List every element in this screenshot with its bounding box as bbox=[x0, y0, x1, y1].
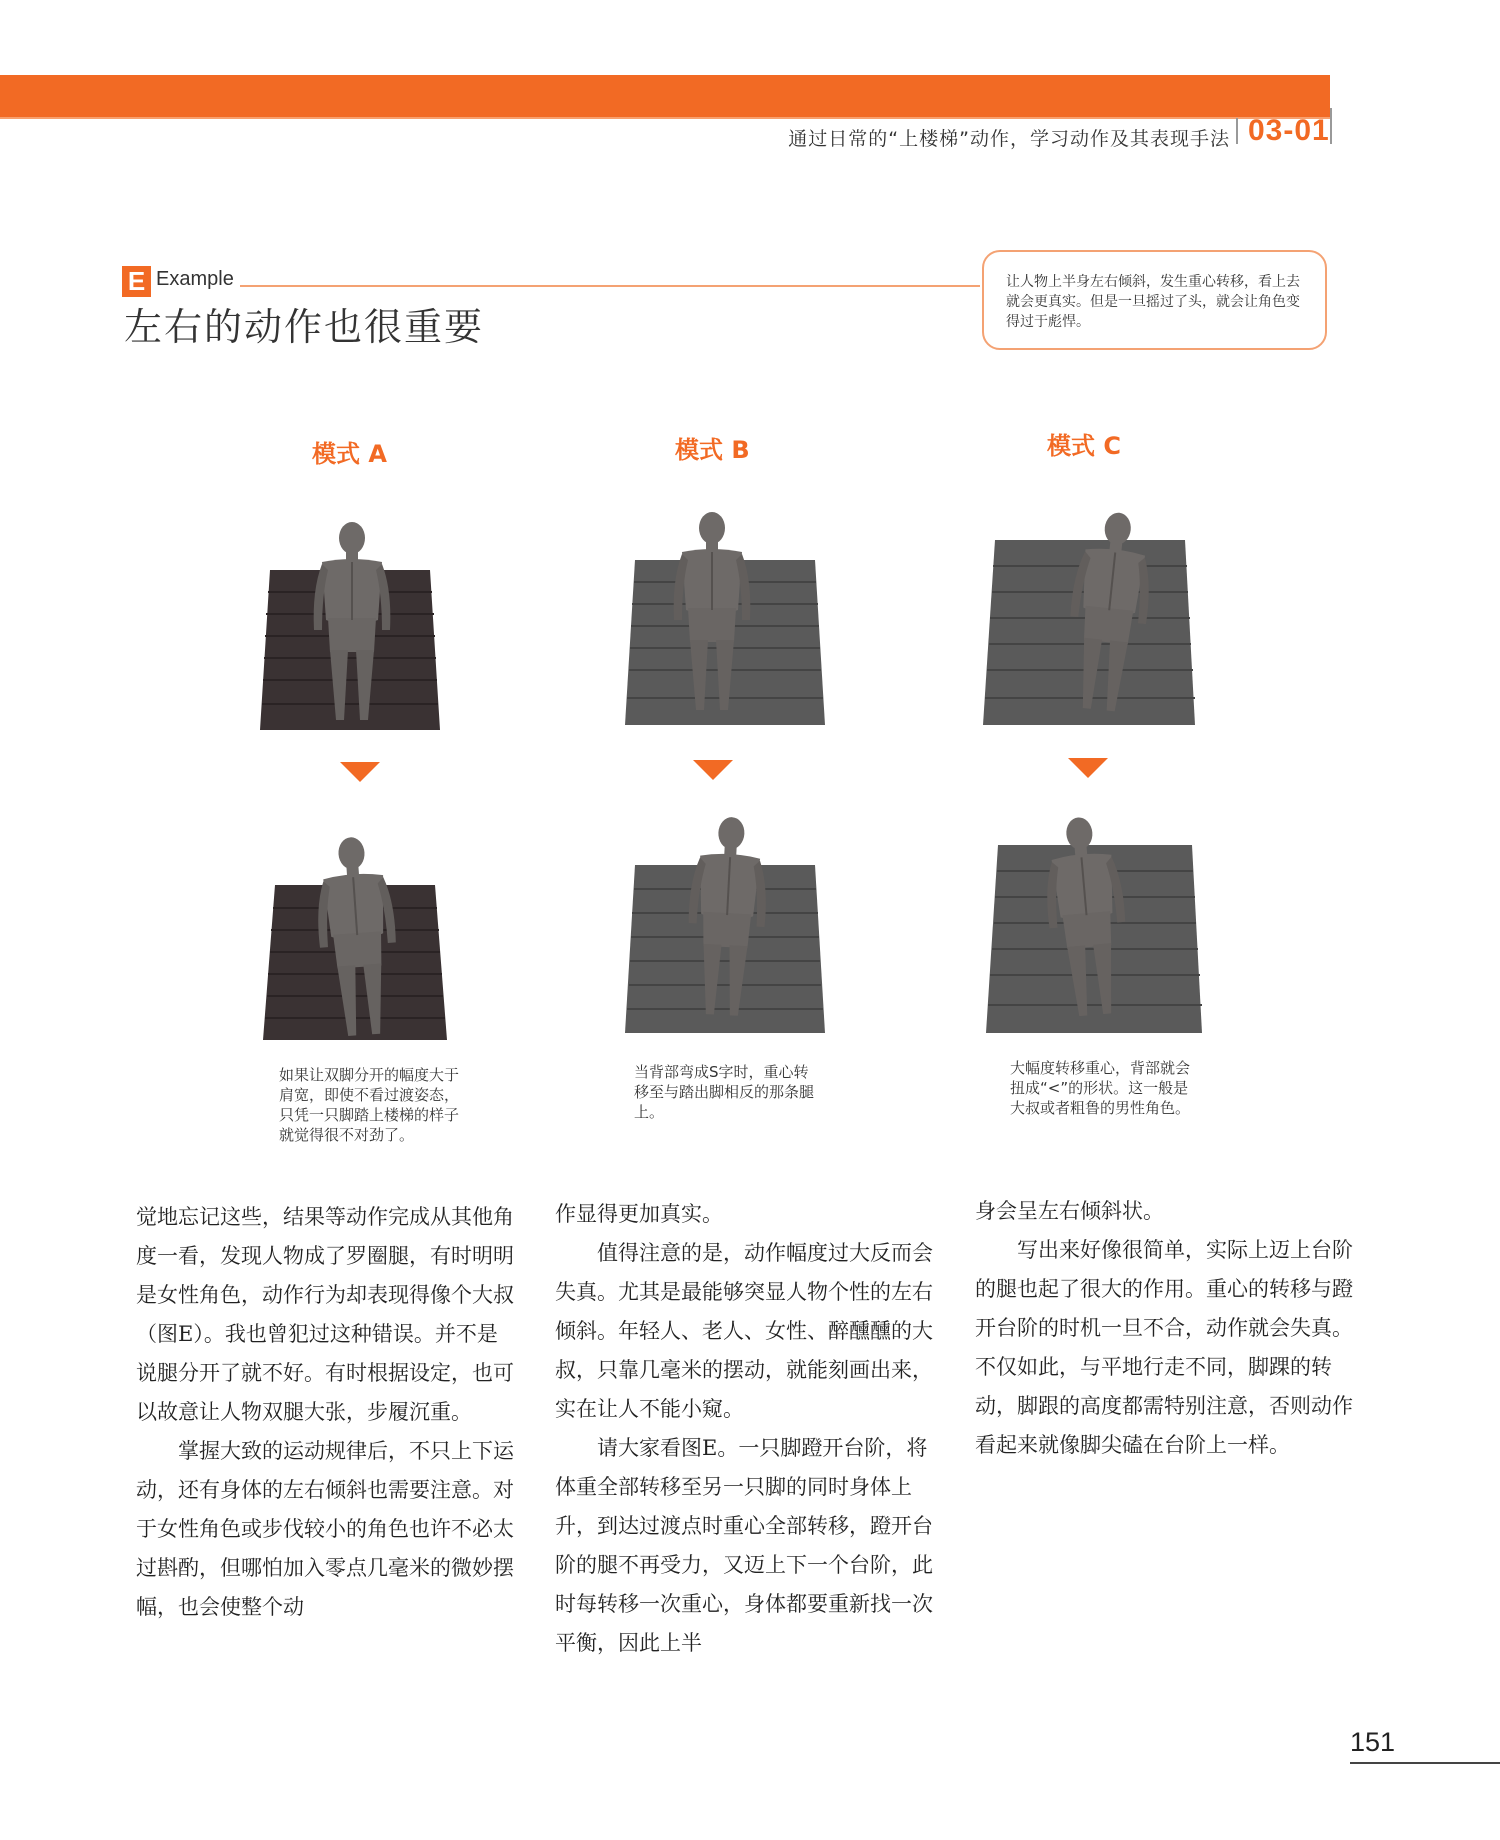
section-title: 左右的动作也很重要 bbox=[124, 305, 485, 349]
page-number-rule bbox=[1350, 1762, 1500, 1764]
mode-b-label: 模式 B bbox=[675, 436, 750, 464]
mode-c-top-image bbox=[955, 510, 1225, 740]
mode-c-caption: 大幅度转移重心，背部就会扭成“<”的形状。这一般是大叔或者粗鲁的男性角色。 bbox=[1010, 1059, 1191, 1117]
note-box: 让人物上半身左右倾斜，发生重心转移，看上去就会更真实。但是一旦摇过了头，就会让角色变得过于彪悍。 bbox=[982, 250, 1327, 350]
down-triangle-icon bbox=[340, 762, 380, 782]
mode-a-top-image bbox=[230, 500, 480, 740]
mode-c-bottom-image bbox=[960, 805, 1230, 1040]
header-orange-bar bbox=[0, 75, 1330, 117]
chapter-title: 通过日常的“上楼梯”动作，学习动作及其表现手法 bbox=[788, 128, 1230, 150]
paragraph: 作显得更加真实。 bbox=[555, 1202, 723, 1226]
paragraph: 身会呈左右倾斜状。 bbox=[975, 1199, 1164, 1223]
body-column-1 bbox=[136, 1198, 516, 1627]
paragraph: 写出来好像很简单，实际上迈上台阶的腿也起了很大的作用。重心的转移与蹬开台阶的时机一旦不合，动作就会失真。不仅如此，与平地行走不同，脚踝的转动，脚跟的高度都需特别注意，否则动作看起来就像脚尖磕在台阶上一样。 bbox=[975, 1238, 1353, 1457]
down-triangle-icon bbox=[1068, 758, 1108, 778]
page-number: 151 bbox=[1350, 1727, 1396, 1757]
header-underline bbox=[0, 117, 1330, 119]
paragraph: 请大家看图E。一只脚蹬开台阶，将体重全部转移至另一只脚的同时身体上升，到达过渡点时重心全部转移，蹬开台阶的腿不再受力，又迈上下一个台阶，此时每转移一次重心，身体都要重新找一次平衡，因此上半 bbox=[555, 1436, 933, 1655]
header-end-line bbox=[1330, 108, 1332, 144]
mode-c-label: 模式 C bbox=[1047, 432, 1121, 460]
paragraph: 掌握大致的运动规律后，不只上下运动，还有身体的左右倾斜也需要注意。对于女性角色或步伐较小的角色也许不必太过斟酌，但哪怕加入零点几毫米的微妙摆幅，也会使整个动 bbox=[136, 1439, 514, 1619]
paragraph: 值得注意的是，动作幅度过大反而会失真。尤其是最能够突显人物个性的左右倾斜。年轻人、老人、女性、醉醺醺的大叔，只靠几毫米的摆动，就能刻画出来，实在让人不能小窥。 bbox=[555, 1241, 933, 1421]
example-label: Example bbox=[156, 268, 234, 290]
body-column-3 bbox=[975, 1192, 1355, 1465]
mode-b-caption: 当背部弯成S字时，重心转移至与踏出脚相反的那条腿上。 bbox=[634, 1063, 815, 1121]
example-rule bbox=[240, 285, 980, 287]
mode-b-top-image bbox=[600, 500, 850, 740]
paragraph: 觉地忘记这些，结果等动作完成从其他角度一看，发现人物成了罗圈腿，有时明明是女性角色，动作行为却表现得像个大叔（图E）。我也曾犯过这种错误。并不是说腿分开了就不好。有时根据设定，也可以故意让人物双腿大张，步履沉重。 bbox=[136, 1205, 514, 1424]
body-column-2 bbox=[555, 1195, 935, 1663]
chapter-code: 03-01 bbox=[1248, 114, 1330, 147]
example-badge: E bbox=[122, 266, 151, 297]
mode-a-label: 模式 A bbox=[312, 440, 387, 468]
header-divider bbox=[1236, 118, 1238, 144]
down-triangle-icon bbox=[693, 760, 733, 780]
mode-b-bottom-image bbox=[600, 795, 850, 1040]
mode-a-bottom-image bbox=[235, 800, 485, 1045]
mode-a-caption: 如果让双脚分开的幅度大于肩宽，即使不看过渡姿态，只凭一只脚踏上楼梯的样子就觉得很不对劲了。 bbox=[279, 1066, 460, 1144]
